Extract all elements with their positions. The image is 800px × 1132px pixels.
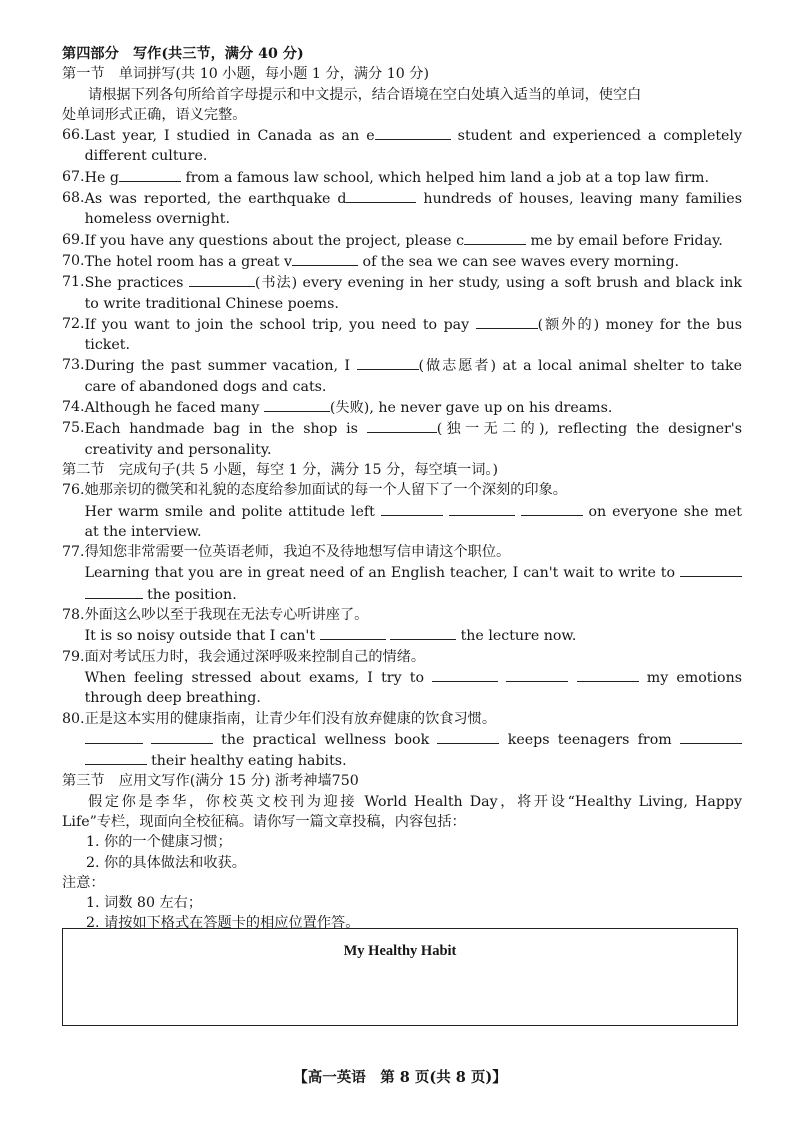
question-80 [62, 709, 742, 772]
question-text: Each handmade bag in the shop is [84, 421, 367, 438]
exam-page [62, 44, 742, 934]
section3-title [62, 771, 742, 791]
question-text: Last year, I studied in Canada as an e [84, 128, 375, 145]
question-text: Although he faced many [84, 400, 264, 417]
note-item: 1. 词数 80 左右； [86, 895, 203, 912]
question-text: the lecture now. [456, 628, 577, 645]
answer-blank[interactable] [367, 418, 437, 433]
answer-blank[interactable] [521, 501, 583, 516]
question-73 [62, 355, 742, 397]
question-text: keeps teenagers from [499, 731, 680, 748]
section1-instruction-cont: 处单词形式正确，语义完整。 [62, 106, 247, 123]
question-text: student and experienced a completely [450, 128, 742, 145]
question-78 [62, 605, 742, 647]
answer-blank[interactable] [506, 667, 568, 682]
question-text: care of abandoned dogs and cats. [84, 378, 327, 395]
question-text: the position. [142, 586, 237, 603]
essay-title: My Healthy Habit [343, 943, 457, 959]
page-footer: 【高一英语 第 8 页(共 8 页)】 [293, 1069, 507, 1086]
writing-prompt: 假定你是李华，你校英文校刊为迎接 World Health Day，将开设“Healthy Living, Happy [88, 793, 742, 810]
question-text: on everyone she met [582, 503, 743, 520]
question-text: When feeling stressed about exams, I try to [84, 669, 433, 686]
answer-blank[interactable] [346, 188, 416, 203]
question-text: homeless overnight. [84, 211, 230, 228]
question-number: 70. [62, 252, 85, 269]
question-chinese: 她那亲切的微笑和礼貌的态度给参加面试的每一个人留下了一个深刻的印象。 [84, 482, 567, 499]
question-text: (做志愿者) at a local animal shelter to take [418, 358, 742, 375]
question-text: to write traditional Chinese poems. [84, 295, 339, 312]
question-72 [62, 314, 742, 356]
question-text: She practices [84, 275, 189, 292]
question-68 [62, 188, 742, 230]
answer-blank[interactable] [264, 397, 330, 412]
question-74 [62, 397, 742, 418]
question-text: different culture. [84, 148, 208, 165]
question-text: He g [84, 169, 119, 186]
section3-title-text: 第三节 应用文写作(满分 15 分) [62, 773, 271, 790]
answer-blank[interactable] [292, 251, 358, 266]
question-number: 71. [62, 274, 85, 291]
section1-instruction: 请根据下列各句所给首字母提示和中文提示，结合语境在空白处填入适当的单词，使空白 [88, 86, 642, 103]
answer-blank[interactable] [464, 230, 526, 245]
answer-blank[interactable] [375, 125, 451, 140]
question-number: 79. [62, 648, 85, 665]
answer-blank[interactable] [119, 167, 181, 182]
question-66 [62, 125, 742, 167]
answer-blank[interactable] [437, 729, 499, 744]
question-text: Her warm smile and polite attitude left [84, 503, 381, 520]
question-text: (书法) every evening in her study, using a soft brush and black ink [254, 275, 742, 292]
question-text: me by email before Friday. [526, 232, 723, 249]
question-69 [62, 230, 742, 251]
content-point: 2. 你的具体做法和收获。 [86, 854, 246, 871]
writing-prompt-cont: Life”专栏，现面向全校征稿。请你写一篇文章投稿，内容包括： [62, 813, 466, 830]
question-67 [62, 167, 742, 188]
question-text: creativity and personality. [84, 441, 272, 458]
question-text: my emotions [638, 669, 742, 686]
answer-blank[interactable] [320, 625, 386, 640]
question-text: ticket. [84, 337, 130, 354]
question-text: the practical wellness book [212, 731, 438, 748]
answer-blank[interactable] [85, 584, 143, 599]
question-text: at the interview. [84, 523, 202, 540]
question-chinese: 正是这本实用的健康指南，让青少年们没有放弃健康的饮食习惯。 [84, 710, 497, 727]
question-text: their healthy eating habits. [146, 753, 347, 770]
section2-title: 第二节 完成句子(共 5 小题，每空 1 分，满分 15 分，每空填一词。) [62, 461, 499, 478]
watermark-text: 浙考神墙750 [274, 773, 359, 790]
question-70 [62, 251, 742, 272]
question-text: (独一无二的), reflecting the designer's [436, 421, 742, 438]
question-text: hundreds of houses, leaving many families [416, 191, 742, 208]
answer-blank[interactable] [357, 355, 419, 370]
answer-blank[interactable] [577, 667, 639, 682]
answer-blank[interactable] [381, 501, 443, 516]
answer-blank[interactable] [85, 750, 147, 765]
question-text: (失败), he never gave up on his dreams. [329, 400, 613, 417]
answer-blank[interactable] [151, 729, 213, 744]
question-number: 77. [62, 544, 85, 561]
question-text: During the past summer vacation, I [84, 358, 357, 375]
question-chinese: 得知您非常需要一位英语老师，我迫不及待地想写信申请这个职位。 [84, 544, 511, 561]
question-text: If you have any questions about the project, please c [84, 232, 465, 249]
answer-blank[interactable] [476, 314, 538, 329]
answer-blank[interactable] [680, 729, 742, 744]
answer-blank[interactable] [449, 501, 515, 516]
question-79 [62, 647, 742, 709]
answer-blank[interactable] [85, 729, 143, 744]
section1-title: 第一节 单词拼写(共 10 小题，每小题 1 分，满分 10 分) [62, 66, 430, 83]
question-number: 67. [62, 168, 85, 185]
question-number: 73. [62, 357, 85, 374]
question-text: Learning that you are in great need of an English teacher, I can't wait to write to [84, 565, 680, 582]
question-text: As was reported, the earthquake d [84, 191, 347, 208]
note-item: 2. 请按如下格式在答题卡的相应位置作答。 [86, 915, 360, 932]
question-number: 69. [62, 231, 85, 248]
question-number: 68. [62, 190, 85, 207]
part-title: 第四部分 写作(共三节，满分 40 分) [62, 46, 304, 62]
question-text: from a famous law school, which helped him land a job at a top law firm. [180, 169, 710, 186]
question-number: 72. [62, 315, 85, 332]
question-number: 80. [62, 710, 85, 727]
question-number: 74. [62, 399, 85, 416]
question-text: through deep breathing. [84, 690, 261, 707]
content-point: 1. 你的一个健康习惯； [86, 834, 232, 851]
answer-blank[interactable] [189, 272, 255, 287]
answer-blank[interactable] [390, 625, 456, 640]
question-76 [62, 480, 742, 542]
question-number: 76. [62, 482, 85, 499]
question-71 [62, 272, 742, 314]
question-number: 66. [62, 127, 85, 144]
question-text: The hotel room has a great v [84, 253, 293, 270]
question-75 [62, 418, 742, 460]
question-chinese: 外面这么吵以至于我现在无法专心听讲座了。 [84, 607, 369, 624]
question-text: It is so noisy outside that I can't [84, 628, 320, 645]
notes-label: 注意： [62, 874, 105, 891]
question-number: 78. [62, 607, 85, 624]
question-chinese: 面对考试压力时，我会通过深呼吸来控制自己的情绪。 [84, 648, 426, 665]
question-text: (额外的) money for the bus [537, 316, 742, 333]
answer-blank[interactable] [432, 667, 498, 682]
answer-blank[interactable] [680, 562, 742, 577]
question-77 [62, 542, 742, 605]
question-number: 75. [62, 420, 85, 437]
question-text: If you want to join the school trip, you need to pay [84, 316, 476, 333]
essay-answer-box[interactable] [62, 928, 738, 1026]
question-text: of the sea we can see waves every morning. [358, 253, 680, 270]
